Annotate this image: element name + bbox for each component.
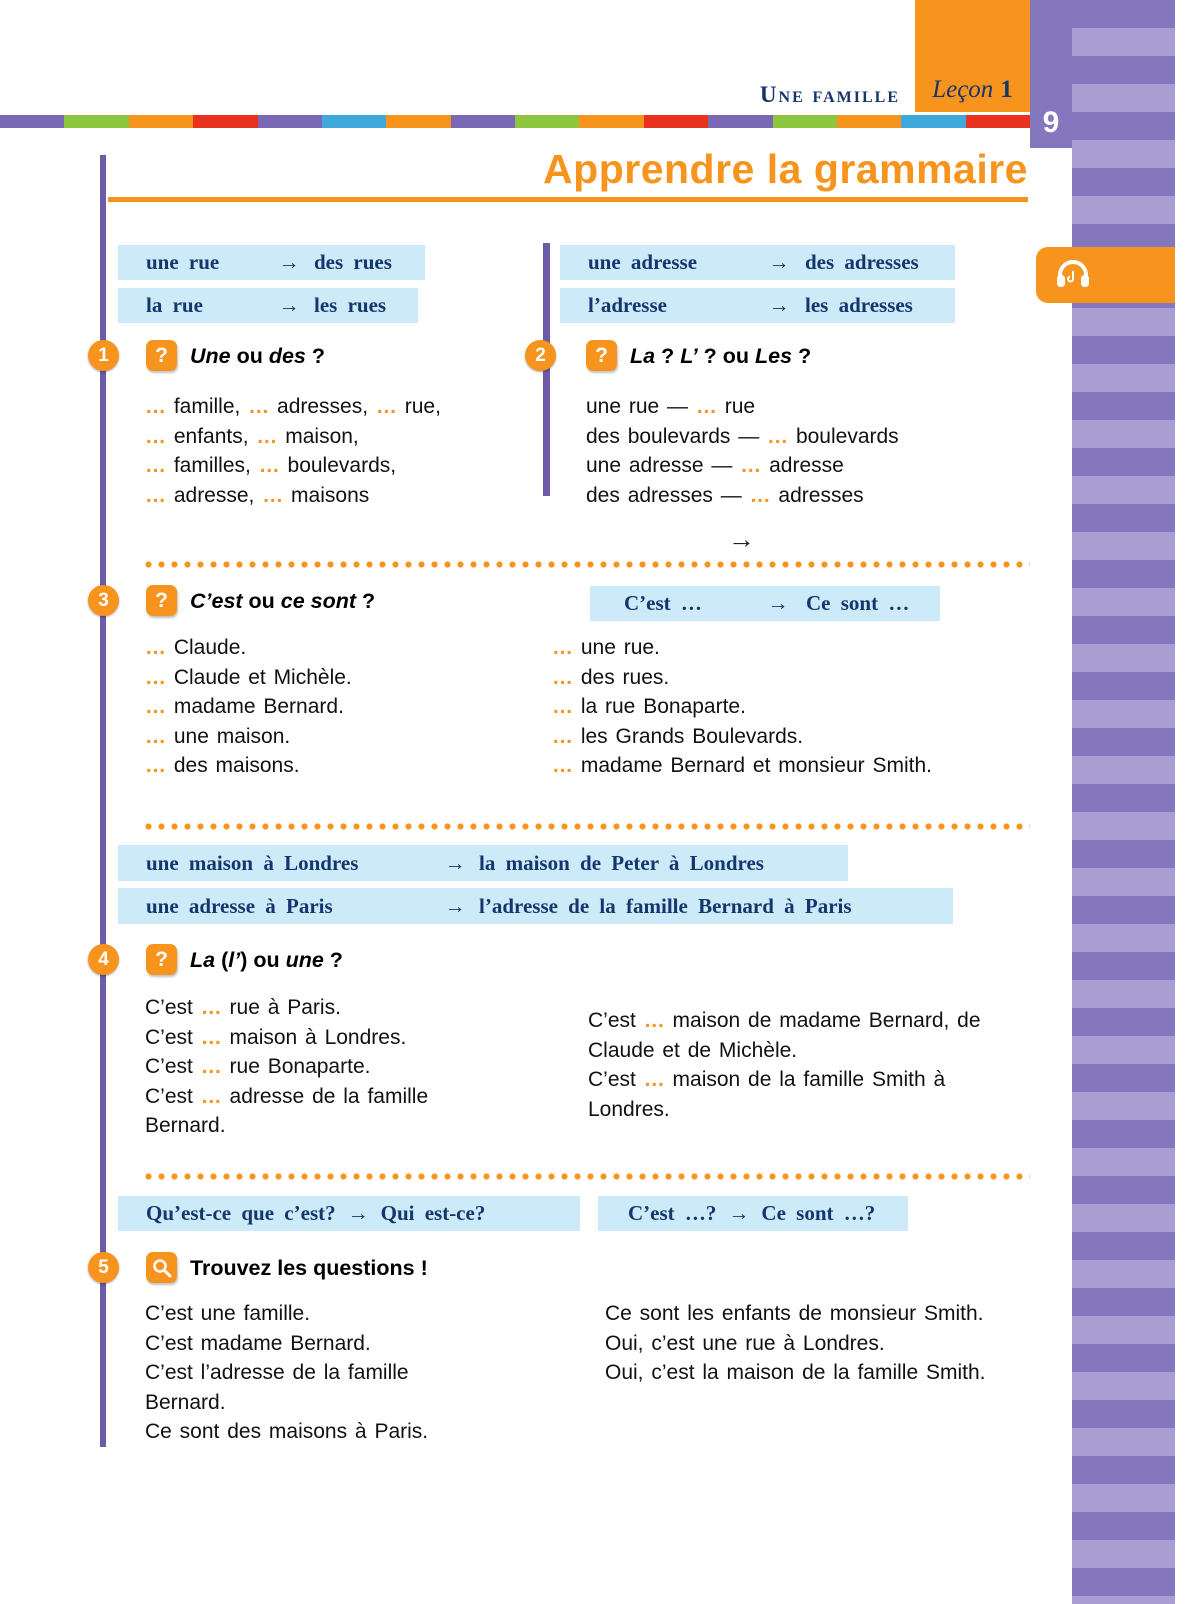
blank-dots: …	[145, 395, 166, 418]
rule-right: les rues	[314, 293, 387, 317]
lesson-box	[915, 0, 1030, 112]
stripe-segment	[579, 115, 643, 128]
exercise-number-badge: 4	[88, 944, 119, 975]
rule-left: la rue	[146, 293, 203, 317]
question-icon: ?	[586, 340, 617, 371]
text-line: … madame Bernard.	[145, 695, 344, 718]
rule-left: C’est …?	[628, 1201, 717, 1225]
blank-dots: …	[695, 395, 717, 418]
exercise-lines	[588, 1006, 1023, 1124]
stripe-segment	[129, 115, 193, 128]
top-stripe-bar	[0, 115, 1030, 128]
rule-left: l’adresse	[588, 293, 667, 317]
text-line: Ce sont les enfants de monsieur Smith.	[605, 1302, 984, 1325]
blank-dots: …	[200, 1055, 222, 1078]
text-line: … Claude.	[145, 636, 247, 659]
blank-dots: …	[643, 1009, 665, 1032]
blank-dots: …	[643, 1068, 665, 1091]
stripe-segment	[0, 115, 64, 128]
text-line: … la rue Bonaparte.	[552, 695, 746, 718]
question-icon: ?	[146, 944, 177, 975]
text-line: des boulevards — … boulevards	[586, 424, 899, 448]
blank-dots: …	[552, 665, 573, 689]
rule-right: des rues	[314, 250, 392, 274]
rule-right: Qui est-ce?	[380, 1201, 486, 1225]
blank-dots: …	[258, 454, 280, 477]
exercise-number-badge: 5	[88, 1252, 119, 1283]
text-line: une adresse — … adresse	[586, 454, 844, 477]
lesson-number: 1	[1000, 76, 1013, 103]
text-line: … une rue.	[552, 636, 660, 659]
rule-left: une maison à Londres	[146, 850, 359, 875]
page-number-tab	[1030, 0, 1072, 148]
exercise-lines	[145, 993, 485, 1141]
rule-right: des adresses	[805, 250, 919, 274]
arrow-icon: →	[278, 250, 300, 274]
text-line: C’est madame Bernard.	[145, 1331, 371, 1355]
audio-block	[1036, 247, 1175, 303]
arrow-icon: →	[768, 293, 790, 317]
exercise-heading: Une ou des ?	[190, 344, 326, 368]
arrow-icon: →	[728, 524, 755, 554]
text-line: C’est … maison de la famille Smith à Londres.	[588, 1068, 946, 1121]
blank-dots: …	[262, 483, 284, 507]
chapter-title: Une famille	[759, 82, 900, 107]
rule-left: Qu’est-ce que c’est?	[146, 1201, 336, 1225]
text-line: C’est … maison à Londres.	[145, 1025, 407, 1049]
headphones-icon	[1054, 257, 1092, 294]
text-line: … Claude et Michèle.	[145, 665, 352, 689]
blank-dots: …	[552, 636, 573, 659]
blank-dots: …	[200, 1084, 222, 1108]
stripe-segment	[837, 115, 901, 128]
exercise-number-badge: 3	[88, 585, 119, 616]
exercise-lines	[145, 633, 535, 781]
exercise-lines	[145, 392, 525, 510]
rule-box	[560, 245, 955, 280]
exercise-heading: C’est ou ce sont ?	[190, 589, 376, 613]
exercise-heading: Trouvez les questions !	[190, 1256, 428, 1280]
blank-dots: …	[552, 724, 573, 748]
text-line: Oui, c’est la maison de la famille Smith.	[605, 1361, 986, 1384]
blank-dots: …	[552, 695, 573, 718]
text-line: … madame Bernard et monsieur Smith.	[552, 754, 932, 777]
blank-dots: …	[145, 636, 166, 659]
question-icon: ?	[146, 585, 177, 616]
arrow-icon: →	[278, 293, 300, 317]
striped-sidebar	[1072, 0, 1175, 1604]
blank-dots: …	[256, 424, 278, 448]
blank-dots: …	[248, 395, 270, 418]
stripe-segment	[515, 115, 579, 128]
rule-right: Ce sont …?	[761, 1201, 876, 1225]
exercise-number-badge: 1	[88, 340, 119, 371]
text-line: … les Grands Boulevards.	[552, 724, 804, 748]
text-line: … famille, … adresses, … rue,	[145, 395, 441, 418]
blank-dots: …	[740, 454, 762, 477]
rule-left: une adresse à Paris	[146, 893, 333, 918]
exercise-lines	[605, 1299, 1005, 1388]
rule-left: une adresse	[588, 250, 698, 274]
blank-dots: …	[145, 724, 166, 748]
arrow-icon: →	[768, 250, 790, 274]
text-line: … enfants, … maison,	[145, 424, 359, 448]
blank-dots: …	[145, 454, 166, 477]
magnifier-icon	[146, 1252, 177, 1283]
text-line: C’est … rue Bonaparte.	[145, 1055, 371, 1078]
arrow-icon: →	[444, 893, 466, 918]
text-line: … adresse, … maisons	[145, 483, 370, 507]
stripe-segment	[966, 115, 1030, 128]
text-line: Oui, c’est une rue à Londres.	[605, 1331, 885, 1355]
text-line: C’est … maison de madame Bernard, de Claude et de Michèle.	[588, 1009, 981, 1062]
rule-box	[598, 1196, 908, 1231]
text-line: … familles, … boulevards,	[145, 454, 397, 477]
rule-right: la maison de Peter à Londres	[479, 850, 764, 875]
page-number: 9	[1042, 106, 1060, 139]
rule-right: Ce sont …	[806, 591, 910, 615]
stripe-segment	[901, 115, 965, 128]
exercise-number-badge: 2	[525, 340, 556, 371]
stripe-segment	[258, 115, 322, 128]
text-line: Ce sont des maisons à Paris.	[145, 1420, 429, 1443]
rule-box	[118, 1196, 580, 1231]
rule-box	[118, 888, 953, 924]
rule-right: l’adresse de la famille Bernard à Paris	[479, 893, 852, 918]
text-line: C’est une famille.	[145, 1302, 311, 1325]
exercise-heading: La ? L’ ? ou Les ?	[630, 344, 812, 368]
arrow-icon: →	[444, 850, 466, 875]
dotted-separator	[145, 823, 1030, 830]
exercise-lines	[552, 633, 1032, 781]
stripe-segment	[64, 115, 128, 128]
blank-dots: …	[767, 424, 789, 448]
rule-box	[590, 586, 940, 621]
blank-dots: …	[200, 996, 222, 1019]
blank-dots: …	[145, 665, 166, 689]
rule-left: C’est …	[624, 591, 702, 615]
stripe-segment	[322, 115, 386, 128]
rule-box	[118, 288, 418, 323]
rule-left: une rue	[146, 250, 220, 274]
blank-dots: …	[145, 424, 166, 448]
rule-box	[560, 288, 955, 323]
text-line: C’est l’adresse de la famille Bernard.	[145, 1361, 409, 1414]
rule-box	[118, 845, 848, 881]
blank-dots: …	[200, 1025, 222, 1049]
dotted-separator	[145, 1173, 1030, 1180]
exercise-lines	[586, 392, 1016, 510]
rule-right: les adresses	[805, 293, 913, 317]
text-line: une rue — … rue	[586, 395, 756, 418]
arrow-icon: →	[728, 1201, 750, 1225]
blank-dots: …	[145, 695, 166, 718]
page-title: Apprendre la grammaire	[543, 146, 1028, 192]
exercise-heading: La (l’) ou une ?	[190, 948, 343, 972]
blank-dots: …	[749, 483, 771, 507]
blank-dots: …	[145, 483, 166, 507]
stripe-segment	[644, 115, 708, 128]
blank-dots: …	[375, 395, 397, 418]
stripe-segment	[451, 115, 515, 128]
text-line: des adresses — … adresses	[586, 483, 864, 507]
text-line: C’est … adresse de la famille Bernard.	[145, 1084, 429, 1137]
question-icon: ?	[146, 340, 177, 371]
title-underline	[108, 197, 1028, 202]
dotted-separator	[145, 561, 1030, 568]
text-line: … des maisons.	[145, 754, 300, 777]
lesson-label: Leçon	[932, 76, 994, 103]
exercise-lines	[145, 1299, 480, 1447]
arrow-icon: →	[767, 591, 789, 615]
blank-dots: …	[145, 754, 166, 777]
stripe-segment	[386, 115, 450, 128]
stripe-segment	[773, 115, 837, 128]
stripe-segment	[193, 115, 257, 128]
text-line: … des rues.	[552, 665, 670, 689]
arrow-icon: →	[347, 1201, 369, 1225]
text-line: C’est … rue à Paris.	[145, 996, 341, 1019]
blank-dots: …	[552, 754, 573, 777]
rule-box	[118, 245, 425, 280]
stripe-segment	[708, 115, 772, 128]
text-line: … une maison.	[145, 724, 291, 748]
